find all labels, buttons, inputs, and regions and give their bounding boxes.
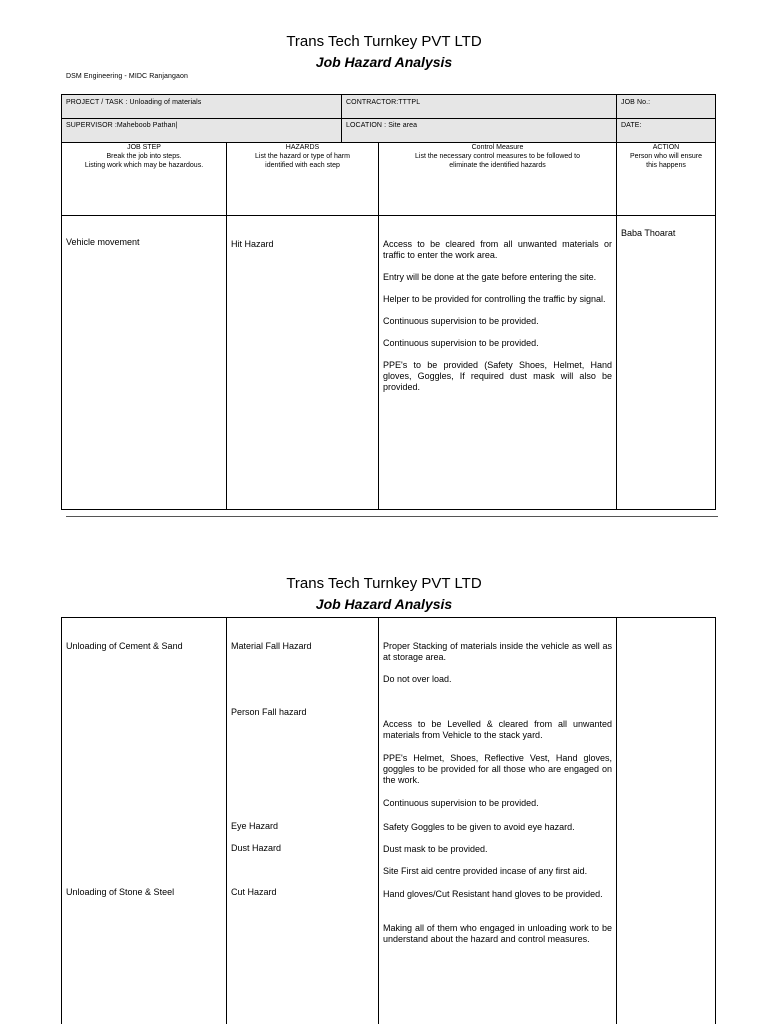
client-name: DSM Engineering - MIDC Ranjangaon xyxy=(66,73,188,80)
control-item: Access to be Levelled & cleared from all unwanted materials from Vehicle to the stack yard. xyxy=(383,719,612,740)
table-border xyxy=(226,142,227,510)
hazard-hit: Hit Hazard xyxy=(231,239,274,249)
header-action: ACTION Person who will ensure this happens xyxy=(630,144,702,169)
hazard-eye: Eye Hazard xyxy=(231,821,279,831)
contractor: CONTRACTOR:TTTPL xyxy=(346,99,421,106)
date: DATE: xyxy=(621,122,642,129)
document-title: Job Hazard Analysis xyxy=(315,54,453,70)
table-border xyxy=(61,617,62,1024)
control-item: PPE's Helmet, Shoes, Reflective Vest, Hand gloves, goggles to be provided for all those who are engaged on the work. xyxy=(383,753,612,785)
table-border xyxy=(378,142,379,510)
control-measures-list xyxy=(383,239,612,404)
header-control-measure: Control Measure List the necessary control measures to be followed to eliminate the identified hazards xyxy=(415,144,580,169)
control-item: Site First aid centre provided incase of any first aid. xyxy=(383,866,588,876)
job-number: JOB No.: xyxy=(621,99,651,106)
hazard-dust: Dust Hazard xyxy=(231,843,282,853)
location: LOCATION : Site area xyxy=(346,122,418,129)
document-title-page2: Job Hazard Analysis xyxy=(315,596,453,612)
company-name: Trans Tech Turnkey PVT LTD xyxy=(286,33,482,50)
hazard-person-fall: Person Fall hazard xyxy=(231,707,307,717)
control-item: Continuous supervision to be provided. xyxy=(383,798,539,808)
table-border xyxy=(61,118,716,119)
job-step-stone-steel: Unloading of Stone & Steel xyxy=(66,887,175,897)
table-border xyxy=(616,617,617,1024)
page-separator xyxy=(66,516,718,517)
project-task: PROJECT / TASK : Unloading of materials xyxy=(66,99,202,106)
control-item: Safety Goggles to be given to avoid eye hazard. xyxy=(383,822,575,832)
control-item: Continuous supervision to be provided. xyxy=(383,338,539,348)
hazard-material-fall: Material Fall Hazard xyxy=(231,641,312,651)
control-item: Dust mask to be provided. xyxy=(383,844,488,854)
table-border xyxy=(226,617,227,1024)
hazard-cut: Cut Hazard xyxy=(231,887,277,897)
table-border xyxy=(715,617,716,1024)
control-item: Do not over load. xyxy=(383,674,452,684)
company-name-page2: Trans Tech Turnkey PVT LTD xyxy=(286,575,482,592)
table-border xyxy=(61,617,716,618)
supervisor: SUPERVISOR :Maheboob Pathan| xyxy=(66,122,178,129)
control-item: Hand gloves/Cut Resistant hand gloves to be provided. xyxy=(383,889,603,899)
table-border xyxy=(61,94,716,95)
control-item: Proper Stacking of materials inside the vehicle as well as at storage area. xyxy=(383,641,612,662)
table-border xyxy=(61,509,716,510)
table-border xyxy=(715,94,716,510)
table-border xyxy=(341,94,342,142)
job-step-cement-sand: Unloading of Cement & Sand xyxy=(66,641,183,651)
control-item: Continuous supervision to be provided. xyxy=(383,316,539,326)
action-person: Baba Thoarat xyxy=(621,228,676,238)
control-item: Entry will be done at the gate before entering the site. xyxy=(383,272,597,282)
job-step-vehicle-movement: Vehicle movement xyxy=(66,237,140,247)
header-hazards: HAZARDS List the hazard or type of harm identified with each step xyxy=(255,144,350,169)
table-border xyxy=(61,215,716,216)
table-border xyxy=(378,617,379,1024)
control-item: Access to be cleared from all unwanted materials or traffic to enter the work area. xyxy=(383,239,612,260)
control-item: Helper to be provided for controlling the traffic by signal. xyxy=(383,294,606,304)
header-job-step: JOB STEP Break the job into steps. Listing work which may be hazardous. xyxy=(84,144,204,169)
control-item: Making all of them who engaged in unloading work to be understand about the hazard and control measures. xyxy=(383,923,612,944)
control-item: PPE's to be provided (Safety Shoes, Helmet, Hand gloves, Goggles, If required dust mask will also be provided. xyxy=(383,360,612,392)
